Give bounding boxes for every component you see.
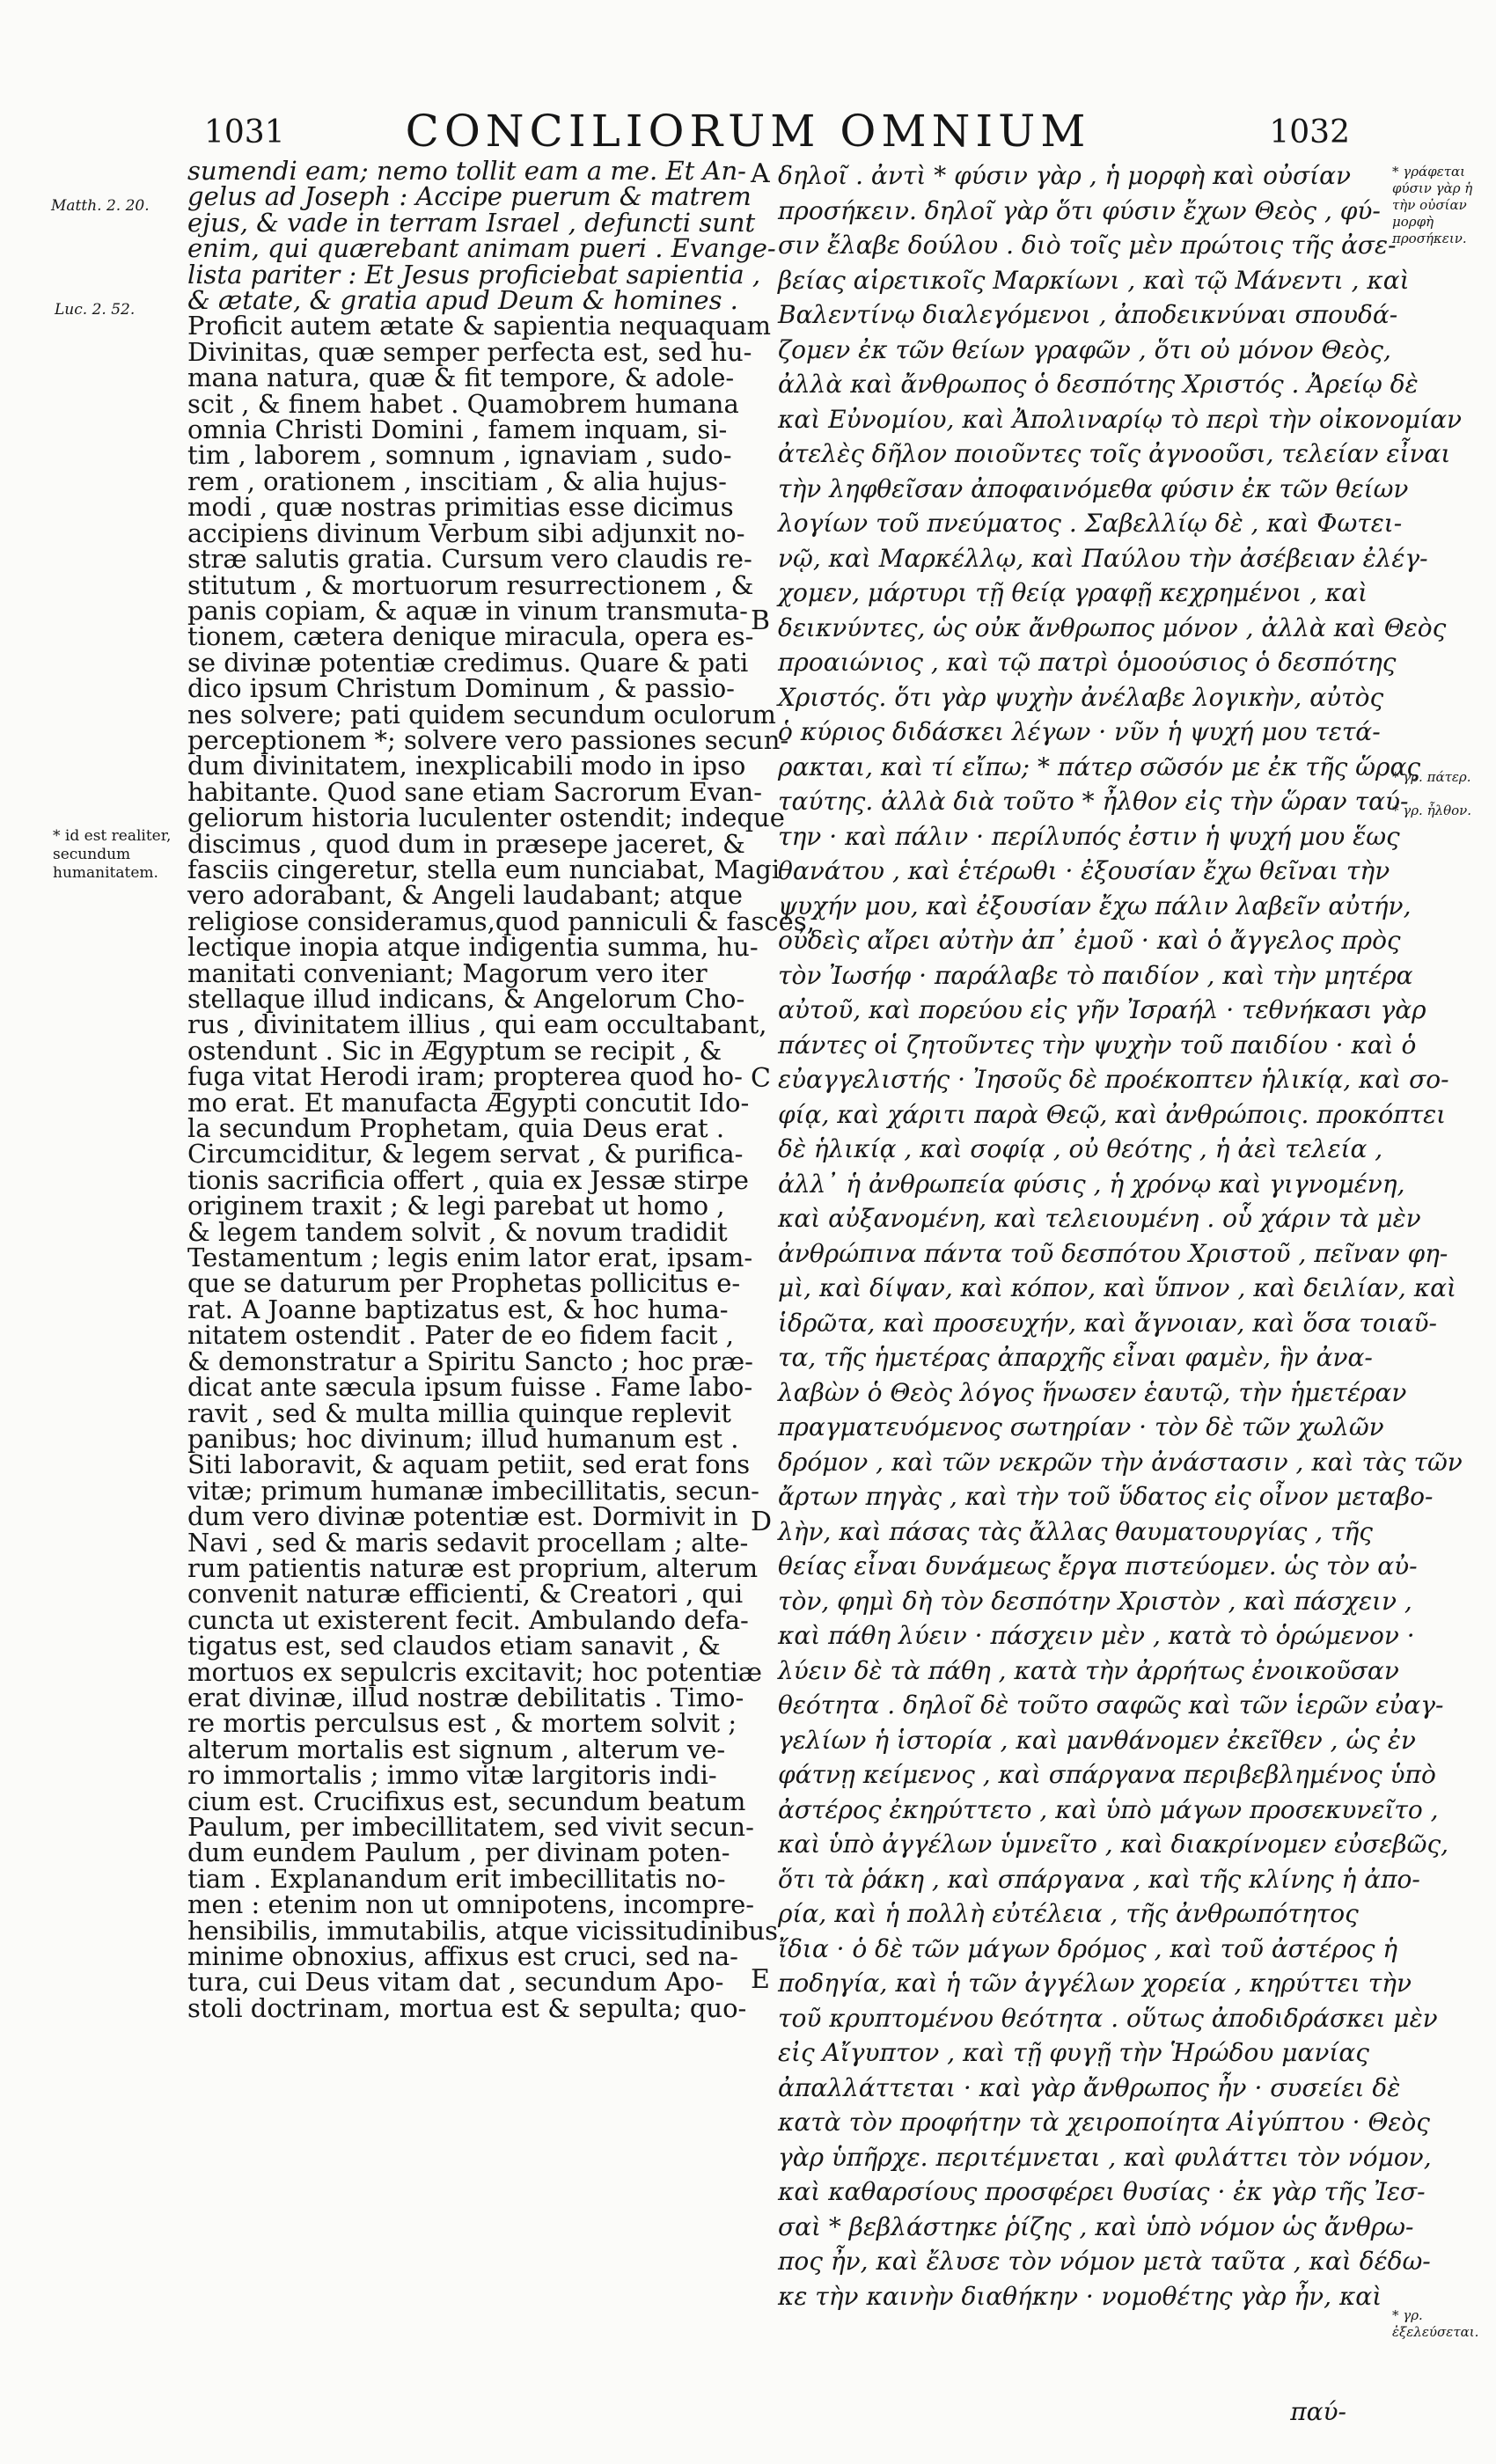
- greek-line: τὴν ληφθεῖσαν ἀποφαινόμεθα φύσιν ἐκ τῶν θείων: [778, 473, 1409, 503]
- greek-line: πραγματευόμενος σωτηρίαν · τὸν δὲ τῶν χωλῶν: [778, 1412, 1384, 1441]
- latin-line: Proficit autem ætate & sapientia nequaquam: [187, 311, 772, 341]
- section-letter-b: B: [751, 605, 771, 636]
- latin-line: panibus; hoc divinum; illud humanum est .: [187, 1423, 739, 1454]
- latin-line: dum divinitatem, inexplicabili modo in ipso: [187, 751, 746, 781]
- latin-line: fasciis cingeretur, stella eum nunciabat, Magi: [187, 854, 781, 884]
- greek-line: Χριστός. ὅτι γὰρ ψυχὴν ἀνέλαβε λογικὴν, αὐτὸς: [778, 682, 1384, 712]
- greek-line: ρία, καὶ ἡ πολλὴ εὐτέλεια , τῆς ἀνθρωπότητος: [778, 1899, 1359, 1928]
- greek-line: ὅτι τὰ ῥάκη , καὶ σπάργανα , καὶ τῆς κλίνης ἡ ἀπο-: [778, 1864, 1420, 1894]
- margin-note-right-4: * γρ. ἐξελεύσεται.: [1392, 2307, 1479, 2340]
- section-letter-c: C: [751, 1063, 771, 1094]
- greek-line: εὐαγγελιστής · Ἰησοῦς δὲ προέκοπτεν ἡλικίᾳ, καὶ σο-: [778, 1065, 1449, 1094]
- greek-line: βείας αἱρετικοῖς Μαρκίωνι , καὶ τῷ Μάνεντι , καὶ: [778, 265, 1410, 295]
- latin-line: nitatem ostendit . Pater de eo fidem facit ,: [187, 1320, 735, 1351]
- running-header: [0, 104, 1496, 157]
- latin-line: mo erat. Et manufacta Ægypti concutit Ido-: [187, 1087, 750, 1118]
- greek-line: τα, τῆς ἡμετέρας ἀπαρχῆς εἶναι φαμὲν, ἣν ἀνα-: [778, 1343, 1373, 1372]
- latin-line: stræ salutis gratia. Cursum vero claudis re-: [187, 544, 752, 575]
- latin-line: modi , quæ nostras primitias esse dicimus: [187, 492, 734, 523]
- greek-line: ὁ κύριος διδάσκει λέγων · νῦν ἡ ψυχή μου τετά-: [778, 717, 1381, 746]
- latin-line: tionis sacrificia offert , quia ex Jessæ stirpe: [187, 1164, 749, 1195]
- greek-line: πάντες οἱ ζητοῦντες τὴν ψυχὴν τοῦ παιδίου · καὶ ὁ: [778, 1030, 1417, 1060]
- latin-line: ravit , sed & multa millia quinque replevit: [187, 1397, 731, 1428]
- greek-line: καὶ ὑπὸ ἀγγέλων ὑμνεῖτο , καὶ διακρίνομεν εὐσεβῶς,: [778, 1830, 1449, 1859]
- latin-line: rum patientis naturæ est proprium, alterum: [187, 1552, 759, 1583]
- catchword: παύ-: [1290, 2397, 1346, 2426]
- section-letter-a: A: [751, 158, 770, 189]
- latin-line: Circumciditur, & legem servat , & purifica-: [187, 1139, 744, 1170]
- greek-line: γελίων ἡ ἱστορία , καὶ μανθάνομεν ἐκεῖθεν , ὡς ἐν: [778, 1725, 1416, 1755]
- greek-line: κε τὴν καινὴν διαθήκην · νομοθέτης γὰρ ἦν, καὶ: [778, 2281, 1382, 2311]
- latin-line: manitati conveniant; Magorum vero iter: [187, 957, 708, 988]
- greek-line: ἀνθρώπινα πάντα τοῦ δεσπότου Χριστοῦ , πεῖναν φη-: [778, 1238, 1448, 1268]
- margin-note-right-1: * γράφεται φύσιν γὰρ ἡ τὴν οὐσίαν μορφὴ προσήκειν.: [1392, 164, 1473, 246]
- latin-line: dum vero divinæ potentiæ est. Dormivit in: [187, 1501, 738, 1532]
- latin-line: rat. A Joanne baptizatus est, & hoc huma-: [187, 1294, 729, 1324]
- margin-ref-luke: Luc. 2. 52.: [55, 301, 136, 319]
- latin-line: tigatus est, sed claudos etiam sanavit , &: [187, 1631, 721, 1661]
- latin-line: cuncta ut existerent fecit. Ambulando defa-: [187, 1604, 749, 1635]
- greek-line: προσήκειν. δηλοῖ γὰρ ὅτι φύσιν ἔχων Θεὸς , φύ-: [778, 195, 1381, 225]
- greek-line: δεικνύντες, ὡς οὐκ ἄνθρωπος μόνον , ἀλλὰ καὶ Θεὸς: [778, 612, 1447, 642]
- greek-line: ταύτης. ἀλλὰ διὰ τοῦτο * ἦλθον εἰς τὴν ὥραν ταύ-: [778, 787, 1409, 816]
- page-number-left: 1031: [204, 114, 285, 150]
- latin-line: Paulum, per imbecillitatem, sed vivit secun-: [187, 1812, 754, 1842]
- greek-line: θείας εἶναι δυνάμεως ἔργα πιστεύομεν. ὡς τὸν αὐ-: [778, 1551, 1418, 1580]
- latin-line: Siti laboravit, & aquam petiit, sed erat fons: [187, 1449, 751, 1480]
- latin-line: re mortis perculsus est , & mortem solvit ;: [187, 1708, 737, 1739]
- greek-line: ρακται, καὶ τί εἴπω; * πάτερ σῶσόν με ἐκ τῆς ὥρας: [778, 752, 1421, 781]
- greek-line: τοῦ κρυπτομένου θεότητα . οὕτως ἀποδιδράσκει μὲν: [778, 2003, 1438, 2033]
- margin-ref-matthew: Matth. 2. 20.: [51, 197, 150, 215]
- margin-footnote: * id est realiter, secundum humanitatem.: [53, 827, 172, 882]
- margin-note-right-3: * γρ. ἦλθον.: [1392, 803, 1472, 818]
- greek-line: θεότητα . δηλοῖ δὲ τοῦτο σαφῶς καὶ τῶν ἱερῶν εὐαγ-: [778, 1690, 1444, 1720]
- latin-line: tiam . Explanandum erit imbecillitatis no-: [187, 1863, 726, 1894]
- greek-line: ψυχήν μου, καὶ ἐξουσίαν ἔχω πάλιν λαβεῖν αὐτήν,: [778, 891, 1412, 920]
- latin-line: vitæ; primum humanæ imbecillitatis, secun-: [187, 1475, 759, 1506]
- latin-line: stellaque illud indicans, & Angelorum Cho-: [187, 984, 745, 1014]
- latin-line: omnia Christi Domini , famem inquam, si-: [187, 414, 728, 445]
- section-letter-e: E: [751, 1964, 770, 1995]
- greek-line: σιν ἔλαβε δούλου . διὸ τοῖς μὲν πρώτοις τῆς ἀσε-: [778, 231, 1397, 260]
- greek-line: την · καὶ πάλιν · περίλυπός ἐστιν ἡ ψυχή μου ἕως: [778, 821, 1400, 851]
- margin-note-right-2: * γρ. πάτερ.: [1392, 769, 1471, 785]
- greek-line: δὲ ἡλικίᾳ , καὶ σοφίᾳ , οὐ θεότης , ἡ ἀεὶ τελεία ,: [778, 1134, 1383, 1163]
- latin-line: vero adorabant, & Angeli laudabant; atque: [187, 880, 743, 911]
- greek-line: καὶ πάθη λύειν · πάσχειν μὲν , κατὰ τὸ ὁρώμενον ·: [778, 1621, 1415, 1650]
- greek-line: καὶ αὐξανομένη, καὶ τελειουμένη . οὗ χάριν τὰ μὲν: [778, 1204, 1421, 1233]
- greek-line: χομεν, μάρτυρι τῇ θείᾳ γραφῇ κεχρημένοι , καὶ: [778, 578, 1368, 607]
- greek-line: πος ἦν, καὶ ἔλυσε τὸν νόμον μετὰ ταῦτα , καὶ δέδω-: [778, 2247, 1431, 2276]
- greek-line: λαβὼν ὁ Θεὸς λόγος ἥνωσεν ἑαυτῷ, τὴν ἡμετέραν: [778, 1377, 1407, 1407]
- latin-line: habitante. Quod sane etiam Sacrorum Evan-: [187, 776, 762, 807]
- greek-line: τὸν Ἰωσήφ · παράλαβε τὸ παιδίον , καὶ τὴν μητέρα: [778, 960, 1413, 990]
- latin-line: sumendi eam; nemo tollit eam a me. Et An-: [187, 156, 746, 186]
- latin-line: fuga vitat Herodi iram; propterea quod ho-: [187, 1061, 743, 1092]
- greek-line: ἱδρῶτα, καὶ προσευχήν, καὶ ἄγνοιαν, καὶ ὅσα τοιαῦ-: [778, 1308, 1437, 1338]
- greek-line: κατὰ τὸν προφήτην τὰ χειροποίητα Αἰγύπτου · Θεὸς: [778, 2108, 1430, 2137]
- latin-line: discimus , quod dum in præsepe jaceret, &: [187, 828, 745, 859]
- greek-line: τὸν, φημὶ δὴ τὸν δεσπότην Χριστὸν , καὶ πάσχειν ,: [778, 1586, 1412, 1616]
- latin-line: rus , divinitatem illius , qui eam occultabant,: [187, 1009, 767, 1040]
- greek-line: σαὶ * βεβλάστηκε ῥίζης , καὶ ὑπὸ νόμον ὡς ἄνθρω-: [778, 2211, 1414, 2241]
- greek-line: καὶ καθαρσίους προσφέρει θυσίας · ἐκ γὰρ τῆς Ἰεσ-: [778, 2177, 1426, 2206]
- latin-line: tionem, cætera denique miracula, opera es-: [187, 621, 754, 652]
- greek-line: φάτνῃ κείμενος , καὶ σπάργανα περιβεβλημένος ὑπὸ: [778, 1760, 1436, 1789]
- greek-line: εἰς Αἴγυπτον , καὶ τῇ φυγῇ τὴν Ἡρώδου μανίας: [778, 2038, 1369, 2067]
- greek-line: ζομεν ἐκ τῶν θείων γραφῶν , ὅτι οὐ μόνον Θεὸς,: [778, 334, 1391, 364]
- latin-line: la secundum Prophetam, quia Deus erat .: [187, 1113, 725, 1144]
- latin-line: & demonstratur a Spiritu Sancto ; hoc præ-: [187, 1346, 753, 1376]
- latin-line: ostendunt . Sic in Ægyptum se recipit , &: [187, 1035, 722, 1066]
- page-number-right: 1032: [1269, 114, 1350, 150]
- greek-line: μὶ, καὶ δίψαν, καὶ κόπον, καὶ ὕπνον , καὶ δειλίαν, καὶ: [778, 1273, 1456, 1302]
- greek-line: λύειν δὲ τὰ πάθη , κατὰ τὴν ἀρρήτως ἐνοικοῦσαν: [778, 1655, 1399, 1685]
- latin-line: dicat ante sæcula ipsum fuisse . Fame labo-: [187, 1372, 753, 1403]
- greek-line: ἀλλὰ καὶ ἄνθρωπος ὁ δεσπότης Χριστός . Ἀρείῳ δὲ: [778, 370, 1419, 399]
- greek-line: νῷ, καὶ Μαρκέλλῳ, καὶ Παύλου τὴν ἀσέβειαν ἐλέγ-: [778, 543, 1428, 573]
- latin-line: dum eundem Paulum , per divinam poten-: [187, 1837, 730, 1868]
- greek-line: καὶ Εὐνομίου, καὶ Ἀπολιναρίῳ τὸ περὶ τὴν οἰκονομίαν: [778, 404, 1463, 434]
- latin-line: mana natura, quæ & fit tempore, & adole-: [187, 363, 735, 393]
- latin-line: ro immortalis ; immo vitæ largitoris indi-: [187, 1760, 717, 1791]
- latin-line: stoli doctrinam, mortua est & sepulta; quo-: [187, 1992, 747, 2023]
- greek-line: ποδηγία, καὶ ἡ τῶν ἀγγέλων χορεία , κηρύττει τὴν: [778, 1969, 1412, 1998]
- greek-line: ἄρτων πηγὰς , καὶ τὴν τοῦ ὕδατος εἰς οἶνον μεταβο-: [778, 1482, 1434, 1511]
- running-title: CONCILIORUM OMNIUM: [405, 106, 1091, 157]
- greek-line: λὴν, καὶ πάσας τὰς ἄλλας θαυματουργίας , τῆς: [778, 1516, 1373, 1546]
- greek-line: δρόμον , καὶ τῶν νεκρῶν τὴν ἀνάστασιν , καὶ τὰς τῶν: [778, 1447, 1463, 1477]
- latin-line: ejus, & vade in terram Israel , defuncti sunt: [187, 207, 756, 238]
- greek-line: φίᾳ, καὶ χάριτι παρὰ Θεῷ, καὶ ἀνθρώποις. προκόπτει: [778, 1099, 1447, 1129]
- latin-line: accipiens divinum Verbum sibi adjunxit no-: [187, 517, 745, 548]
- latin-line: cium est. Crucifixus est, secundum beatum: [187, 1786, 746, 1816]
- latin-line: perceptionem *; solvere vero passiones secun-: [187, 724, 789, 755]
- greek-line: ἀστέρος ἐκηρύττετο , καὶ ὑπὸ μάγων προσεκυνεῖτο ,: [778, 1794, 1439, 1824]
- greek-line: ἴδια · ὁ δὲ τῶν μάγων δρόμος , καὶ τοῦ ἀστέρος ἡ: [778, 1933, 1398, 1963]
- latin-line: men : etenim non ut omnipotens, incompre-: [187, 1889, 755, 1920]
- latin-line: lectique inopia atque indigentia summa, hu-: [187, 932, 759, 963]
- latin-line: scit , & finem habet . Quamobrem humana: [187, 388, 739, 419]
- latin-line: se divinæ potentiæ credimus. Quare & pati: [187, 647, 749, 678]
- latin-line: Testamentum ; legis enim lator erat, ipsam-: [187, 1243, 753, 1273]
- latin-line: mortuos ex sepulcris excitavit; hoc potentiæ: [187, 1656, 763, 1687]
- latin-line: originem traxit ; & legi parebat ut homo ,: [187, 1191, 725, 1221]
- latin-line: hensibilis, immutabilis, atque vicissitudinibus: [187, 1915, 779, 1946]
- greek-line: Βαλεντίνῳ διαλεγόμενοι , ἀποδεικνύναι σπουδά-: [778, 300, 1398, 329]
- latin-line: Divinitas, quæ semper perfecta est, sed hu-: [187, 336, 752, 367]
- latin-line: alterum mortalis est signum , alterum ve-: [187, 1734, 726, 1764]
- latin-line: erat divinæ, illud nostræ debilitatis . Timo-: [187, 1682, 744, 1712]
- latin-line: tura, cui Deus vitam dat , secundum Apo-: [187, 1967, 724, 1998]
- latin-line: stitutum , & mortuorum resurrectionem , &: [187, 569, 754, 600]
- greek-line: αὐτοῦ, καὶ πορεύου εἰς γῆν Ἰσραήλ · τεθνήκασι γὰρ: [778, 995, 1426, 1024]
- latin-text-column: [187, 156, 815, 2023]
- greek-line: γὰρ ὑπῆρχε. περιτέμνεται , καὶ φυλάττει τὸν νόμον,: [778, 2142, 1432, 2172]
- latin-line: dico ipsum Christum Dominum , & passio-: [187, 673, 735, 704]
- greek-line: προαιώνιος , καὶ τῷ πατρὶ ὁμοούσιος ὁ δεσπότης: [778, 648, 1397, 677]
- greek-line: ἀλλ᾿ ἡ ἀνθρωπεία φύσις , ἡ χρόνῳ καὶ γιγνομένη,: [778, 1169, 1405, 1199]
- section-letter-d: D: [751, 1507, 773, 1537]
- latin-line: rem , orationem , inscitiam , & alia hujus-: [187, 466, 727, 496]
- latin-line: nes solvere; pati quidem secundum oculorum: [187, 699, 776, 730]
- latin-line: & ætate, & gratia apud Deum & homines .: [187, 285, 738, 316]
- latin-line: panis copiam, & aquæ in vinum transmuta-: [187, 595, 748, 626]
- greek-line: δηλοῖ . ἀντὶ * φύσιν γὰρ , ἡ μορφὴ καὶ οὐσίαν: [778, 161, 1352, 190]
- latin-line: religiose consideramus,quod panniculi & fasces,: [187, 906, 815, 936]
- latin-line: & legem tandem solvit , & novum tradidit: [187, 1216, 728, 1247]
- greek-line: λογίων τοῦ πνεύματος . Σαβελλίῳ δὲ , καὶ Φωτει-: [778, 509, 1403, 538]
- latin-line: enim, qui quærebant animam pueri . Evange-: [187, 233, 776, 264]
- greek-line: οὐδεὶς αἴρει αὐτὴν ἀπ᾿ ἐμοῦ · καὶ ὁ ἄγγελος πρὸς: [778, 926, 1401, 955]
- greek-line: ἀτελὲς δῆλον ποιοῦντες τοῖς ἀγνοοῦσι, τελείαν εἶναι: [778, 439, 1451, 468]
- greek-line: θανάτου , καὶ ἑτέρωθι · ἐξουσίαν ἔχω θεῖναι τὴν: [778, 856, 1390, 885]
- latin-line: minime obnoxius, affixus est cruci, sed na-: [187, 1941, 738, 1972]
- latin-line: que se daturum per Prophetas pollicitus e-: [187, 1268, 741, 1299]
- latin-line: lista pariter : Et Jesus proficiebat sapientia ,: [187, 259, 761, 290]
- latin-line: geliorum historia luculenter ostendit; indeque: [187, 803, 785, 833]
- latin-line: Navi , sed & maris sedavit procellam ; alte-: [187, 1527, 749, 1558]
- latin-line: convenit naturæ efficienti, & Creatori , qui: [187, 1579, 744, 1610]
- latin-line: gelus ad Joseph : Accipe puerum & matrem: [187, 181, 752, 212]
- greek-line: ἀπαλλάττεται · καὶ γὰρ ἄνθρωπος ἦν · συσείει δὲ: [778, 2072, 1401, 2102]
- latin-line: tim , laborem , somnum , ignaviam , sudo-: [187, 440, 732, 471]
